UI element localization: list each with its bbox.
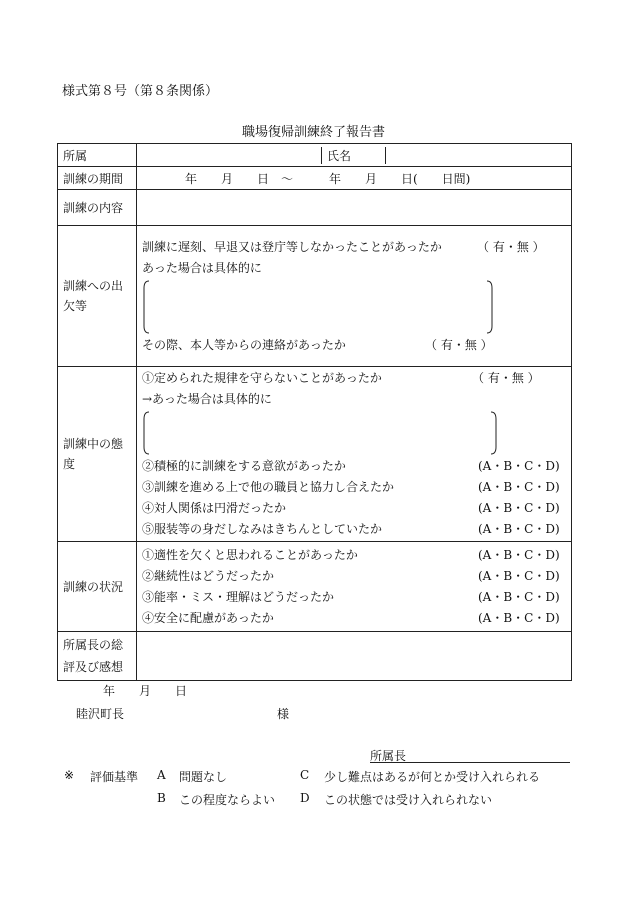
comment-label-line2: 評及び感想	[63, 660, 124, 674]
form-number: 様式第８号（第８条関係）	[62, 84, 219, 99]
attitude-grade[interactable]: (A・B・C・D)	[478, 480, 560, 494]
affiliation-row	[58, 144, 572, 167]
status-grade[interactable]: (A・B・C・D)	[478, 589, 560, 604]
status-item: ②継続性はどうだったか (A・B・C・D)	[142, 566, 571, 587]
attendance-label-line2: 欠等	[63, 299, 88, 313]
attendance-row	[58, 226, 572, 367]
attitude-item: ②積極的に訓練をする意欲があったか (A・B・C・D)	[142, 456, 571, 477]
attendance-choice-contact[interactable]: （ 有・無 ）	[425, 337, 493, 352]
attitude-grade[interactable]: (A・B・C・D)	[478, 459, 560, 473]
status-item: ①適性を欠くと思われることがあったか (A・B・C・D)	[142, 545, 571, 566]
status-grade[interactable]: (A・B・C・D)	[478, 568, 560, 583]
criteria-d-text: この状態では受け入れられない	[324, 793, 493, 807]
attitude-grade[interactable]: (A・B・C・D)	[478, 501, 560, 515]
addressee: 睦沢町長	[76, 707, 125, 721]
name-field[interactable]	[386, 147, 572, 164]
status-grade[interactable]: (A・B・C・D)	[478, 610, 560, 625]
name-label: 氏名	[322, 147, 386, 164]
attitude-detail-prompt: →あった場合は具体的に	[142, 392, 272, 406]
attitude-choice-rules[interactable]: （ 有・無 ）	[472, 371, 540, 385]
criteria-c-key: C	[300, 768, 310, 782]
status-label: 訓練の状況	[58, 542, 137, 632]
comment-field[interactable]	[137, 632, 572, 681]
comment-label-line1: 所属長の総	[63, 638, 124, 652]
attitude-item: ⑤服装等の身だしなみはきちんとしていたか (A・B・C・D)	[142, 519, 571, 540]
attendance-detail-bracket[interactable]	[142, 280, 571, 334]
attendance-choice-late[interactable]: （ 有・無 ）	[477, 239, 545, 254]
criteria-b-key: B	[157, 791, 166, 805]
attitude-question-rules: ①定められた規律を守らないことがあったか （ 有・無 ）	[142, 368, 571, 389]
criteria-a-text: 問題なし	[179, 770, 228, 784]
period-row	[58, 167, 572, 190]
attitude-label-line2: 度	[63, 457, 76, 471]
comment-row	[58, 632, 572, 681]
signer-label: 所属長	[370, 749, 407, 763]
attendance-label-line1: 訓練への出	[63, 279, 124, 293]
status-row	[58, 542, 572, 632]
criteria-mark: ※	[64, 768, 75, 782]
criteria-b-text: この程度ならよい	[179, 793, 276, 807]
attitude-item: ③訓練を進める上で他の職員と協力し合えたか (A・B・C・D)	[142, 477, 571, 498]
attitude-item: ④対人関係は円滑だったか (A・B・C・D)	[142, 498, 571, 519]
status-item: ③能率・ミス・理解はどうだったか (A・B・C・D)	[142, 587, 571, 608]
criteria-a-key: A	[157, 768, 166, 782]
period-label: 訓練の期間	[58, 167, 137, 190]
attitude-row	[58, 367, 572, 542]
document-title: 職場復帰訓練終了報告書	[242, 125, 386, 140]
attendance-detail-prompt: あった場合は具体的に	[142, 260, 262, 275]
affiliation-label: 所属	[58, 144, 137, 167]
attitude-detail-bracket[interactable]	[142, 411, 571, 455]
criteria-d-key: D	[300, 791, 310, 805]
content-label: 訓練の内容	[58, 190, 137, 226]
criteria-c-text: 少し難点はあるが何とか受け入れられる	[324, 770, 541, 784]
date-line[interactable]: 年 月 日	[103, 684, 188, 698]
content-row	[58, 190, 572, 226]
criteria-label: 評価基準	[90, 770, 139, 784]
status-item: ④安全に配慮があったか (A・B・C・D)	[142, 608, 571, 629]
content-field[interactable]	[137, 190, 572, 226]
affiliation-field[interactable]	[137, 147, 322, 164]
attendance-question-late: 訓練に遅刻、早退又は登庁等しなかったことがあったか （ 有・無 ）	[142, 237, 571, 258]
report-table	[57, 143, 572, 681]
attitude-grade[interactable]: (A・B・C・D)	[478, 522, 560, 536]
attitude-label-line1: 訓練中の態	[63, 437, 124, 451]
signature-line[interactable]	[370, 762, 570, 763]
status-grade[interactable]: (A・B・C・D)	[478, 547, 560, 562]
honorific: 様	[277, 707, 290, 721]
attendance-question-contact: その際、本人等からの連絡があったか （ 有・無 ）	[142, 335, 571, 356]
period-field[interactable]: 年 月 日 ～ 年 月 日( 日間)	[137, 167, 572, 190]
